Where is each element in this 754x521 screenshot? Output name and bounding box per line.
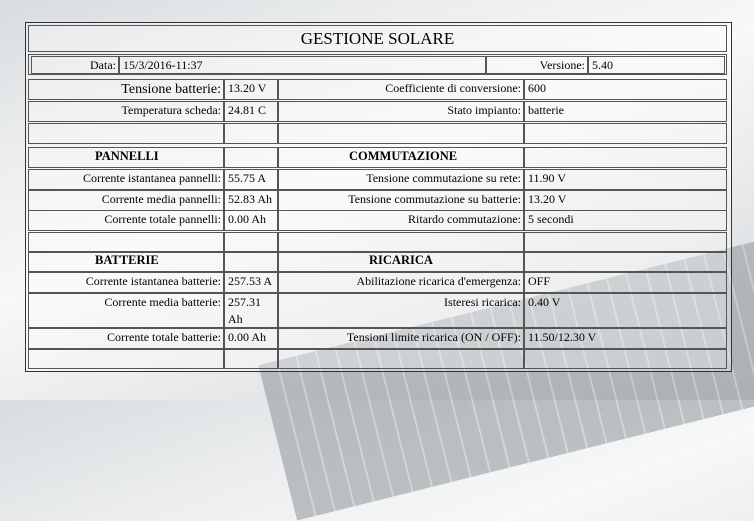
corrente-istantanea-pannelli-value: 55.75 A — [224, 169, 278, 190]
solar-management-table — [25, 22, 732, 372]
isteresi-ricarica-value: 0.40 V — [524, 293, 727, 328]
empty-cell — [524, 232, 727, 253]
page-title: GESTIONE SOLARE — [28, 25, 727, 52]
corrente-totale-batterie-value: 0.00 Ah — [224, 328, 278, 349]
temperatura-scheda-label: Temperatura scheda: — [28, 101, 224, 122]
tensioni-limite-label: Tensioni limite ricarica (ON / OFF): — [278, 328, 524, 349]
version-label: Versione: — [486, 56, 588, 74]
ritardo-commutazione-label: Ritardo commutazione: — [278, 210, 524, 231]
tensione-commutazione-rete-label: Tensione commutazione su rete: — [278, 169, 524, 190]
section-batterie: BATTERIE — [28, 251, 224, 272]
empty-cell — [224, 251, 278, 272]
tensione-batterie-value: 13.20 V — [224, 79, 278, 100]
isteresi-ricarica-label: Isteresi ricarica: — [278, 293, 524, 328]
tensione-commutazione-rete-value: 11.90 V — [524, 169, 727, 190]
section-commutazione: COMMUTAZIONE — [278, 147, 524, 168]
ritardo-commutazione-value: 5 secondi — [524, 210, 727, 231]
tensioni-limite-value: 11.50/12.30 V — [524, 328, 727, 349]
empty-cell — [224, 123, 278, 144]
stato-impianto-value: batterie — [524, 101, 727, 122]
date-value: 15/3/2016-11:37 — [119, 56, 486, 74]
temperatura-scheda-value: 24.81 C — [224, 101, 278, 122]
corrente-media-pannelli-label: Corrente media pannelli: — [28, 190, 224, 211]
abilitazione-ricarica-value: OFF — [524, 272, 727, 293]
empty-cell — [28, 123, 224, 144]
coefficiente-value: 600 — [524, 79, 727, 100]
corrente-istantanea-batterie-value: 257.53 A — [224, 272, 278, 293]
empty-cell — [28, 232, 224, 253]
empty-cell — [278, 232, 524, 253]
tensione-commutazione-batterie-value: 13.20 V — [524, 190, 727, 211]
corrente-totale-batterie-label: Corrente totale batterie: — [28, 328, 224, 349]
empty-cell — [278, 123, 524, 144]
date-label: Data: — [31, 56, 119, 74]
empty-cell — [224, 349, 278, 369]
stato-impianto-label: Stato impianto: — [278, 101, 524, 122]
empty-cell — [524, 123, 727, 144]
coefficiente-label: Coefficiente di conversione: — [278, 79, 524, 100]
tensione-commutazione-batterie-label: Tensione commutazione su batterie: — [278, 190, 524, 211]
empty-cell — [524, 147, 727, 168]
empty-cell — [278, 349, 524, 369]
corrente-istantanea-pannelli-label: Corrente istantanea pannelli: — [28, 169, 224, 190]
section-pannelli: PANNELLI — [28, 147, 224, 168]
corrente-totale-pannelli-value: 0.00 Ah — [224, 210, 278, 231]
empty-cell — [28, 349, 224, 369]
corrente-media-batterie-value: 257.31 Ah — [224, 293, 278, 328]
empty-cell — [224, 232, 278, 253]
tensione-batterie-label: Tensione batterie: — [28, 79, 224, 100]
corrente-media-batterie-label: Corrente media batterie: — [28, 293, 224, 328]
corrente-totale-pannelli-label: Corrente totale pannelli: — [28, 210, 224, 231]
empty-cell — [524, 349, 727, 369]
version-value: 5.40 — [588, 56, 725, 74]
corrente-istantanea-batterie-label: Corrente istantanea batterie: — [28, 272, 224, 293]
section-ricarica: RICARICA — [278, 251, 524, 272]
abilitazione-ricarica-label: Abilitazione ricarica d'emergenza: — [278, 272, 524, 293]
corrente-media-pannelli-value: 52.83 Ah — [224, 190, 278, 211]
empty-cell — [224, 147, 278, 168]
empty-cell — [524, 251, 727, 272]
